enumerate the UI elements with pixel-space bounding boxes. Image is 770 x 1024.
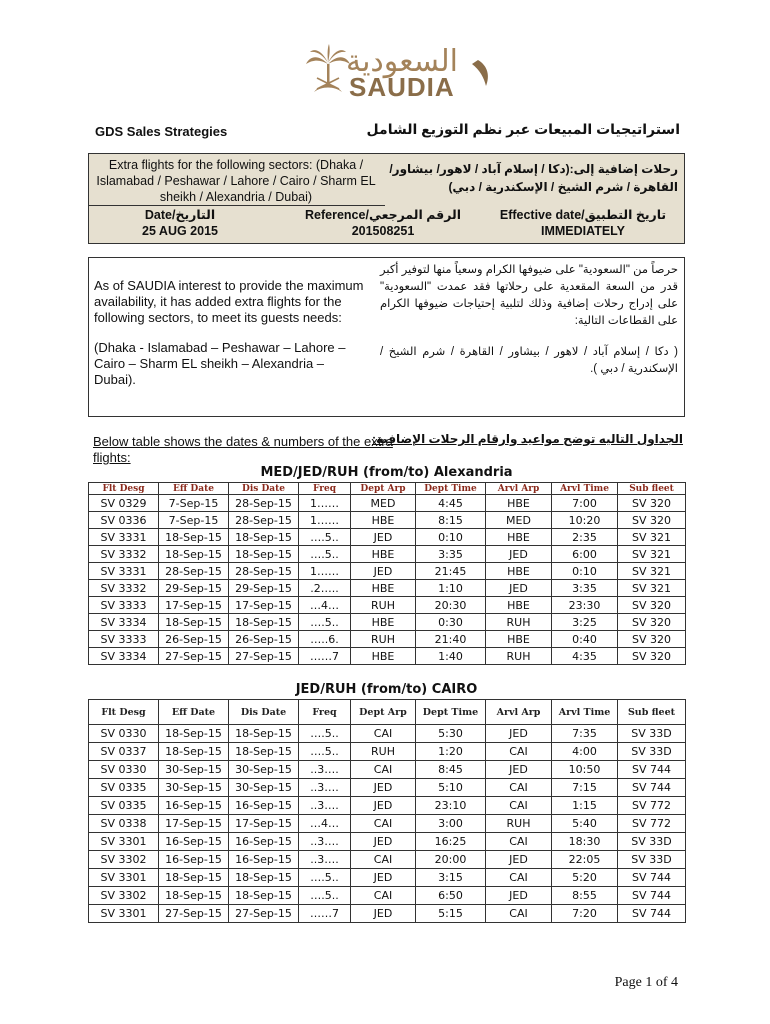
table-cell: SV 3333 [89, 631, 159, 648]
table-cell: ….5.. [299, 743, 351, 761]
column-header: Flt Desg [89, 700, 159, 725]
table-cell: ……7 [299, 905, 351, 923]
table-cell: 1:15 [552, 797, 618, 815]
table-cell: CAI [486, 869, 552, 887]
table-cell: HBE [351, 614, 416, 631]
table-cell: ..3…. [299, 851, 351, 869]
table-cell: SV 33D [618, 743, 686, 761]
table-cell: SV 0330 [89, 725, 159, 743]
table-cell: ….5.. [299, 887, 351, 905]
table1-title: MED/JED/RUH (from/to) Alexandria [260, 465, 513, 480]
table-cell: 7-Sep-15 [159, 495, 229, 512]
table-cell: 18-Sep-15 [229, 887, 299, 905]
table-cell: RUH [486, 648, 552, 665]
column-header: Arvl Arp [486, 700, 552, 725]
body-para2-en: (Dhaka - Islamabad – Peshawar – Lahore – Cairo – Sharm EL sheikh – Alexandria – Dubai). [94, 340, 346, 387]
table-cell: SV 321 [618, 546, 686, 563]
table-cell: 5:10 [416, 779, 486, 797]
table-cell: 0:10 [552, 563, 618, 580]
table-cell: 27-Sep-15 [229, 648, 299, 665]
table-cell: 8:55 [552, 887, 618, 905]
saudia-logo-arabic: السعودية [346, 44, 459, 79]
table-cell: SV 3302 [89, 851, 159, 869]
table-cell: SV 744 [618, 779, 686, 797]
table-cell: SV 321 [618, 563, 686, 580]
table-cell: MED [486, 512, 552, 529]
table-cell: 18-Sep-15 [159, 869, 229, 887]
table-cell: 28-Sep-15 [229, 512, 299, 529]
table-cell: SV 3301 [89, 869, 159, 887]
table-row [89, 905, 686, 923]
table-cell: 17-Sep-15 [229, 597, 299, 614]
table-cell: 7:35 [552, 725, 618, 743]
table-cell: 18-Sep-15 [229, 869, 299, 887]
table-cell: JED [351, 529, 416, 546]
table-row [89, 648, 686, 665]
table-cell: …4… [299, 597, 351, 614]
column-header: Eff Date [159, 700, 229, 725]
effective-value: IMMEDIATELY [540, 224, 626, 238]
body-en [94, 278, 369, 388]
table-cell: 1:10 [416, 580, 486, 597]
table1-header-row [89, 483, 686, 495]
table-cell: CAI [486, 797, 552, 815]
column-header: Flt Desg [89, 483, 159, 495]
flights-table-alexandria [88, 482, 686, 665]
table-row [89, 546, 686, 563]
table-cell: CAI [351, 887, 416, 905]
tables-intro-ar: الجداول التاليه توضح مواعيد وارقام الرحلات الإضافية: [372, 432, 683, 446]
table-cell: JED [486, 761, 552, 779]
table-cell: 7:00 [552, 495, 618, 512]
table-cell: HBE [486, 597, 552, 614]
table-cell: 8:45 [416, 761, 486, 779]
reference-cell [285, 207, 481, 239]
table-cell: SV 0336 [89, 512, 159, 529]
table-cell: ….5.. [299, 869, 351, 887]
table-cell: 7:15 [552, 779, 618, 797]
table-cell: SV 772 [618, 797, 686, 815]
table-cell: JED [486, 725, 552, 743]
table-cell: 16-Sep-15 [229, 851, 299, 869]
table-cell: ..3…. [299, 761, 351, 779]
table1-body [89, 495, 686, 665]
table2-title: JED/RUH (from/to) CAIRO [295, 682, 478, 697]
date-cell [95, 207, 265, 239]
table-cell: 0:40 [552, 631, 618, 648]
reference-value: 201508251 [351, 224, 415, 238]
table-cell: SV 744 [618, 887, 686, 905]
table-row [89, 512, 686, 529]
table-cell: JED [486, 580, 552, 597]
table-cell: 23:10 [416, 797, 486, 815]
date-label: Date/التاريخ [144, 208, 216, 222]
table-row [89, 631, 686, 648]
table2-header-row [89, 700, 686, 725]
table-cell: 26-Sep-15 [229, 631, 299, 648]
column-header: Dept Arp [351, 483, 416, 495]
column-header: Sub fleet [618, 483, 686, 495]
table-cell: 1:20 [416, 743, 486, 761]
table-cell: 1:40 [416, 648, 486, 665]
table-cell: JED [351, 869, 416, 887]
table-cell: 18-Sep-15 [159, 546, 229, 563]
column-header: Dept Time [416, 483, 486, 495]
table-cell: 16-Sep-15 [229, 833, 299, 851]
table-cell: 18-Sep-15 [159, 614, 229, 631]
table-cell: SV 744 [618, 905, 686, 923]
table-cell: 22:05 [552, 851, 618, 869]
table-cell: 1…… [299, 563, 351, 580]
body-para2-ar: ( دكا / إسلام آباد / لاهور / بيشاور / القاهرة / شرم الشيخ / الإسكندرية / دبي ). [380, 346, 678, 375]
table-cell: ..3…. [299, 779, 351, 797]
table-cell: SV 320 [618, 648, 686, 665]
table-row [89, 851, 686, 869]
table-cell: SV 320 [618, 495, 686, 512]
table-cell: HBE [351, 580, 416, 597]
column-header: Dept Arp [351, 700, 416, 725]
table-cell: 29-Sep-15 [229, 580, 299, 597]
table-cell: ……7 [299, 648, 351, 665]
table2-body [89, 725, 686, 923]
table-cell: HBE [351, 648, 416, 665]
table-cell: 18-Sep-15 [229, 725, 299, 743]
table-cell: 7:20 [552, 905, 618, 923]
doc-title-ar: استراتيجيات المبيعات عبر نظم التوزيع الشامل [366, 121, 680, 137]
table-cell: SV 772 [618, 815, 686, 833]
table-cell: MED [351, 495, 416, 512]
table-cell: JED [486, 887, 552, 905]
table-cell: SV 744 [618, 761, 686, 779]
table-cell: 3:25 [552, 614, 618, 631]
notice-header-box [88, 153, 685, 244]
table-cell: 4:35 [552, 648, 618, 665]
table-cell: 6:50 [416, 887, 486, 905]
table-cell: HBE [351, 546, 416, 563]
table-cell: 5:40 [552, 815, 618, 833]
table-row [89, 580, 686, 597]
table-cell: 3:00 [416, 815, 486, 833]
table-row [89, 529, 686, 546]
table-cell: …4… [299, 815, 351, 833]
table-cell: SV 33D [618, 725, 686, 743]
column-header: Dis Date [229, 483, 299, 495]
table-cell: 1…… [299, 495, 351, 512]
table-cell: SV 0335 [89, 797, 159, 815]
table-cell: SV 3331 [89, 563, 159, 580]
column-header: Eff Date [159, 483, 229, 495]
table-cell: CAI [486, 833, 552, 851]
table-cell: ..3…. [299, 833, 351, 851]
reference-label: Reference/الرقم المرجعي [305, 208, 461, 222]
table-cell: SV 321 [618, 580, 686, 597]
table-cell: 18-Sep-15 [159, 743, 229, 761]
table-cell: 5:30 [416, 725, 486, 743]
table-cell: CAI [486, 779, 552, 797]
table-cell: 27-Sep-15 [159, 905, 229, 923]
table-cell: 17-Sep-15 [229, 815, 299, 833]
table-cell: 18-Sep-15 [229, 614, 299, 631]
table-cell: 16-Sep-15 [159, 833, 229, 851]
table-cell: JED [351, 905, 416, 923]
tables-intro-en: Below table shows the dates & numbers of the extra flights: [93, 434, 393, 465]
table-cell: 29-Sep-15 [159, 580, 229, 597]
table-cell: 8:15 [416, 512, 486, 529]
table-cell: SV 0330 [89, 761, 159, 779]
table-cell: JED [351, 833, 416, 851]
table-row [89, 597, 686, 614]
date-value: 25 AUG 2015 [142, 224, 218, 238]
table-cell: 16-Sep-15 [159, 797, 229, 815]
table-cell: 18:30 [552, 833, 618, 851]
table-cell: CAI [351, 851, 416, 869]
table-cell: HBE [486, 529, 552, 546]
table-cell: 18-Sep-15 [229, 546, 299, 563]
table-cell: 3:35 [552, 580, 618, 597]
table-cell: 16-Sep-15 [229, 797, 299, 815]
body-para1-ar: حرصاً من "السعودية" على ضيوفها الكرام وسعياً منها لتوفير أكبر قدر من السعة المقعدية على رحلاتها فقد عمدت "السعودية" على إدراج رحلات إضافية وذلك لتلبية إحتياجات ضيوفها الكرام على القطاعات التالية: [380, 264, 678, 327]
column-header: Freq [299, 483, 351, 495]
table-cell: 30-Sep-15 [159, 779, 229, 797]
table-cell: SV 320 [618, 597, 686, 614]
table-cell: SV 33D [618, 851, 686, 869]
column-header: Arvl Arp [486, 483, 552, 495]
table-cell: 10:20 [552, 512, 618, 529]
body-ar [380, 262, 678, 378]
table-cell: .2….. [299, 580, 351, 597]
table-cell: HBE [351, 512, 416, 529]
table-cell: 10:50 [552, 761, 618, 779]
table-cell: SV 3332 [89, 580, 159, 597]
table-cell: RUH [351, 743, 416, 761]
table-row [89, 761, 686, 779]
header-divider [89, 205, 385, 206]
table-cell: SV 3333 [89, 597, 159, 614]
table-cell: 27-Sep-15 [159, 648, 229, 665]
table-cell: 5:20 [552, 869, 618, 887]
table-cell: 3:15 [416, 869, 486, 887]
table-cell: SV 0338 [89, 815, 159, 833]
table-cell: 18-Sep-15 [159, 529, 229, 546]
table-row [89, 887, 686, 905]
table-cell: SV 33D [618, 833, 686, 851]
table-row [89, 833, 686, 851]
table-cell: 7-Sep-15 [159, 512, 229, 529]
table-row [89, 495, 686, 512]
table-cell: …..6. [299, 631, 351, 648]
column-header: Sub fleet [618, 700, 686, 725]
table-row [89, 869, 686, 887]
table-cell: JED [351, 779, 416, 797]
table-cell: JED [351, 563, 416, 580]
table-row [89, 743, 686, 761]
table-cell: RUH [486, 614, 552, 631]
table-cell: 6:00 [552, 546, 618, 563]
table-cell: SV 3301 [89, 905, 159, 923]
table-cell: 30-Sep-15 [229, 779, 299, 797]
table-cell: 3:35 [416, 546, 486, 563]
table-cell: RUH [486, 815, 552, 833]
table-cell: 1…… [299, 512, 351, 529]
table-cell: 21:40 [416, 631, 486, 648]
table-cell: ..3…. [299, 797, 351, 815]
table-cell: CAI [486, 743, 552, 761]
table-cell: 18-Sep-15 [159, 887, 229, 905]
table-cell: SV 0335 [89, 779, 159, 797]
table-cell: CAI [351, 725, 416, 743]
table-cell: SV 320 [618, 614, 686, 631]
table-cell: ….5.. [299, 546, 351, 563]
table-cell: 28-Sep-15 [229, 563, 299, 580]
table-cell: 18-Sep-15 [159, 725, 229, 743]
table-cell: 20:00 [416, 851, 486, 869]
table-cell: 30-Sep-15 [159, 761, 229, 779]
table-cell: SV 320 [618, 631, 686, 648]
table-cell: SV 3301 [89, 833, 159, 851]
table-cell: CAI [486, 905, 552, 923]
table-cell: 21:45 [416, 563, 486, 580]
table-cell: 28-Sep-15 [229, 495, 299, 512]
table-cell: SV 321 [618, 529, 686, 546]
column-header: Dept Time [416, 700, 486, 725]
table-cell: 4:00 [552, 743, 618, 761]
effective-label: Effective date/تاريخ التطبيق [499, 208, 667, 222]
column-header: Arvl Time [552, 700, 618, 725]
table-cell: 0:30 [416, 614, 486, 631]
table-cell: SV 3302 [89, 887, 159, 905]
table-cell: SV 320 [618, 512, 686, 529]
column-header: Dis Date [229, 700, 299, 725]
saudia-logo-english: SAUDIA [349, 72, 455, 102]
table-cell: 2:35 [552, 529, 618, 546]
table-cell: 4:45 [416, 495, 486, 512]
table-cell: 17-Sep-15 [159, 597, 229, 614]
table-cell: 26-Sep-15 [159, 631, 229, 648]
table-cell: ….5.. [299, 614, 351, 631]
table-cell: 20:30 [416, 597, 486, 614]
table-row [89, 797, 686, 815]
table-cell: SV 0337 [89, 743, 159, 761]
table-cell: JED [486, 851, 552, 869]
notice-body-box [88, 257, 685, 417]
table-cell: HBE [486, 495, 552, 512]
table-cell: JED [486, 546, 552, 563]
table-cell: 16:25 [416, 833, 486, 851]
table-cell: ….5.. [299, 725, 351, 743]
table-cell: SV 744 [618, 869, 686, 887]
flights-table-cairo [88, 699, 686, 923]
column-header: Freq [299, 700, 351, 725]
table-row [89, 725, 686, 743]
table-cell: SV 3334 [89, 614, 159, 631]
body-para1-en: As of SAUDIA interest to provide the maximum availability, it has added extra flights for the following sectors, to meet its guests needs: [94, 278, 364, 325]
table-cell: RUH [351, 597, 416, 614]
table-row [89, 563, 686, 580]
table-cell: HBE [486, 631, 552, 648]
table-cell: 18-Sep-15 [229, 743, 299, 761]
table-cell: CAI [351, 761, 416, 779]
table-cell: 23:30 [552, 597, 618, 614]
table-cell: SV 0329 [89, 495, 159, 512]
table-cell: 18-Sep-15 [229, 529, 299, 546]
sectors-en: Extra flights for the following sectors: (Dhaka / Islamabad / Peshawar / Lahore / Cairo / Sharm EL sheikh / Alexandria / Dubai) [96, 158, 376, 204]
table-cell: 5:15 [416, 905, 486, 923]
sectors-ar: رحلات إضافية إلى:(دكا / إسلام آباد / لاهور/ بيشاور/ القاهرة / شرم الشيخ / الإسكندرية / دبي) [389, 162, 678, 194]
table-cell: 16-Sep-15 [159, 851, 229, 869]
table-row [89, 815, 686, 833]
table-cell: 0:10 [416, 529, 486, 546]
table-cell: 17-Sep-15 [159, 815, 229, 833]
table-cell: SV 3334 [89, 648, 159, 665]
table-cell: 30-Sep-15 [229, 761, 299, 779]
table-cell: HBE [486, 563, 552, 580]
column-header: Arvl Time [552, 483, 618, 495]
table-cell: 27-Sep-15 [229, 905, 299, 923]
table-cell: SV 3331 [89, 529, 159, 546]
effective-date-cell [485, 207, 681, 239]
table-cell: JED [351, 797, 416, 815]
table-cell: 28-Sep-15 [159, 563, 229, 580]
doc-title-en: GDS Sales Strategies [95, 124, 228, 139]
table-row [89, 614, 686, 631]
page-number: Page 1 of 4 [614, 975, 678, 990]
table-cell: ….5.. [299, 529, 351, 546]
table-cell: SV 3332 [89, 546, 159, 563]
table-cell: RUH [351, 631, 416, 648]
table-cell: CAI [351, 815, 416, 833]
table-row [89, 779, 686, 797]
